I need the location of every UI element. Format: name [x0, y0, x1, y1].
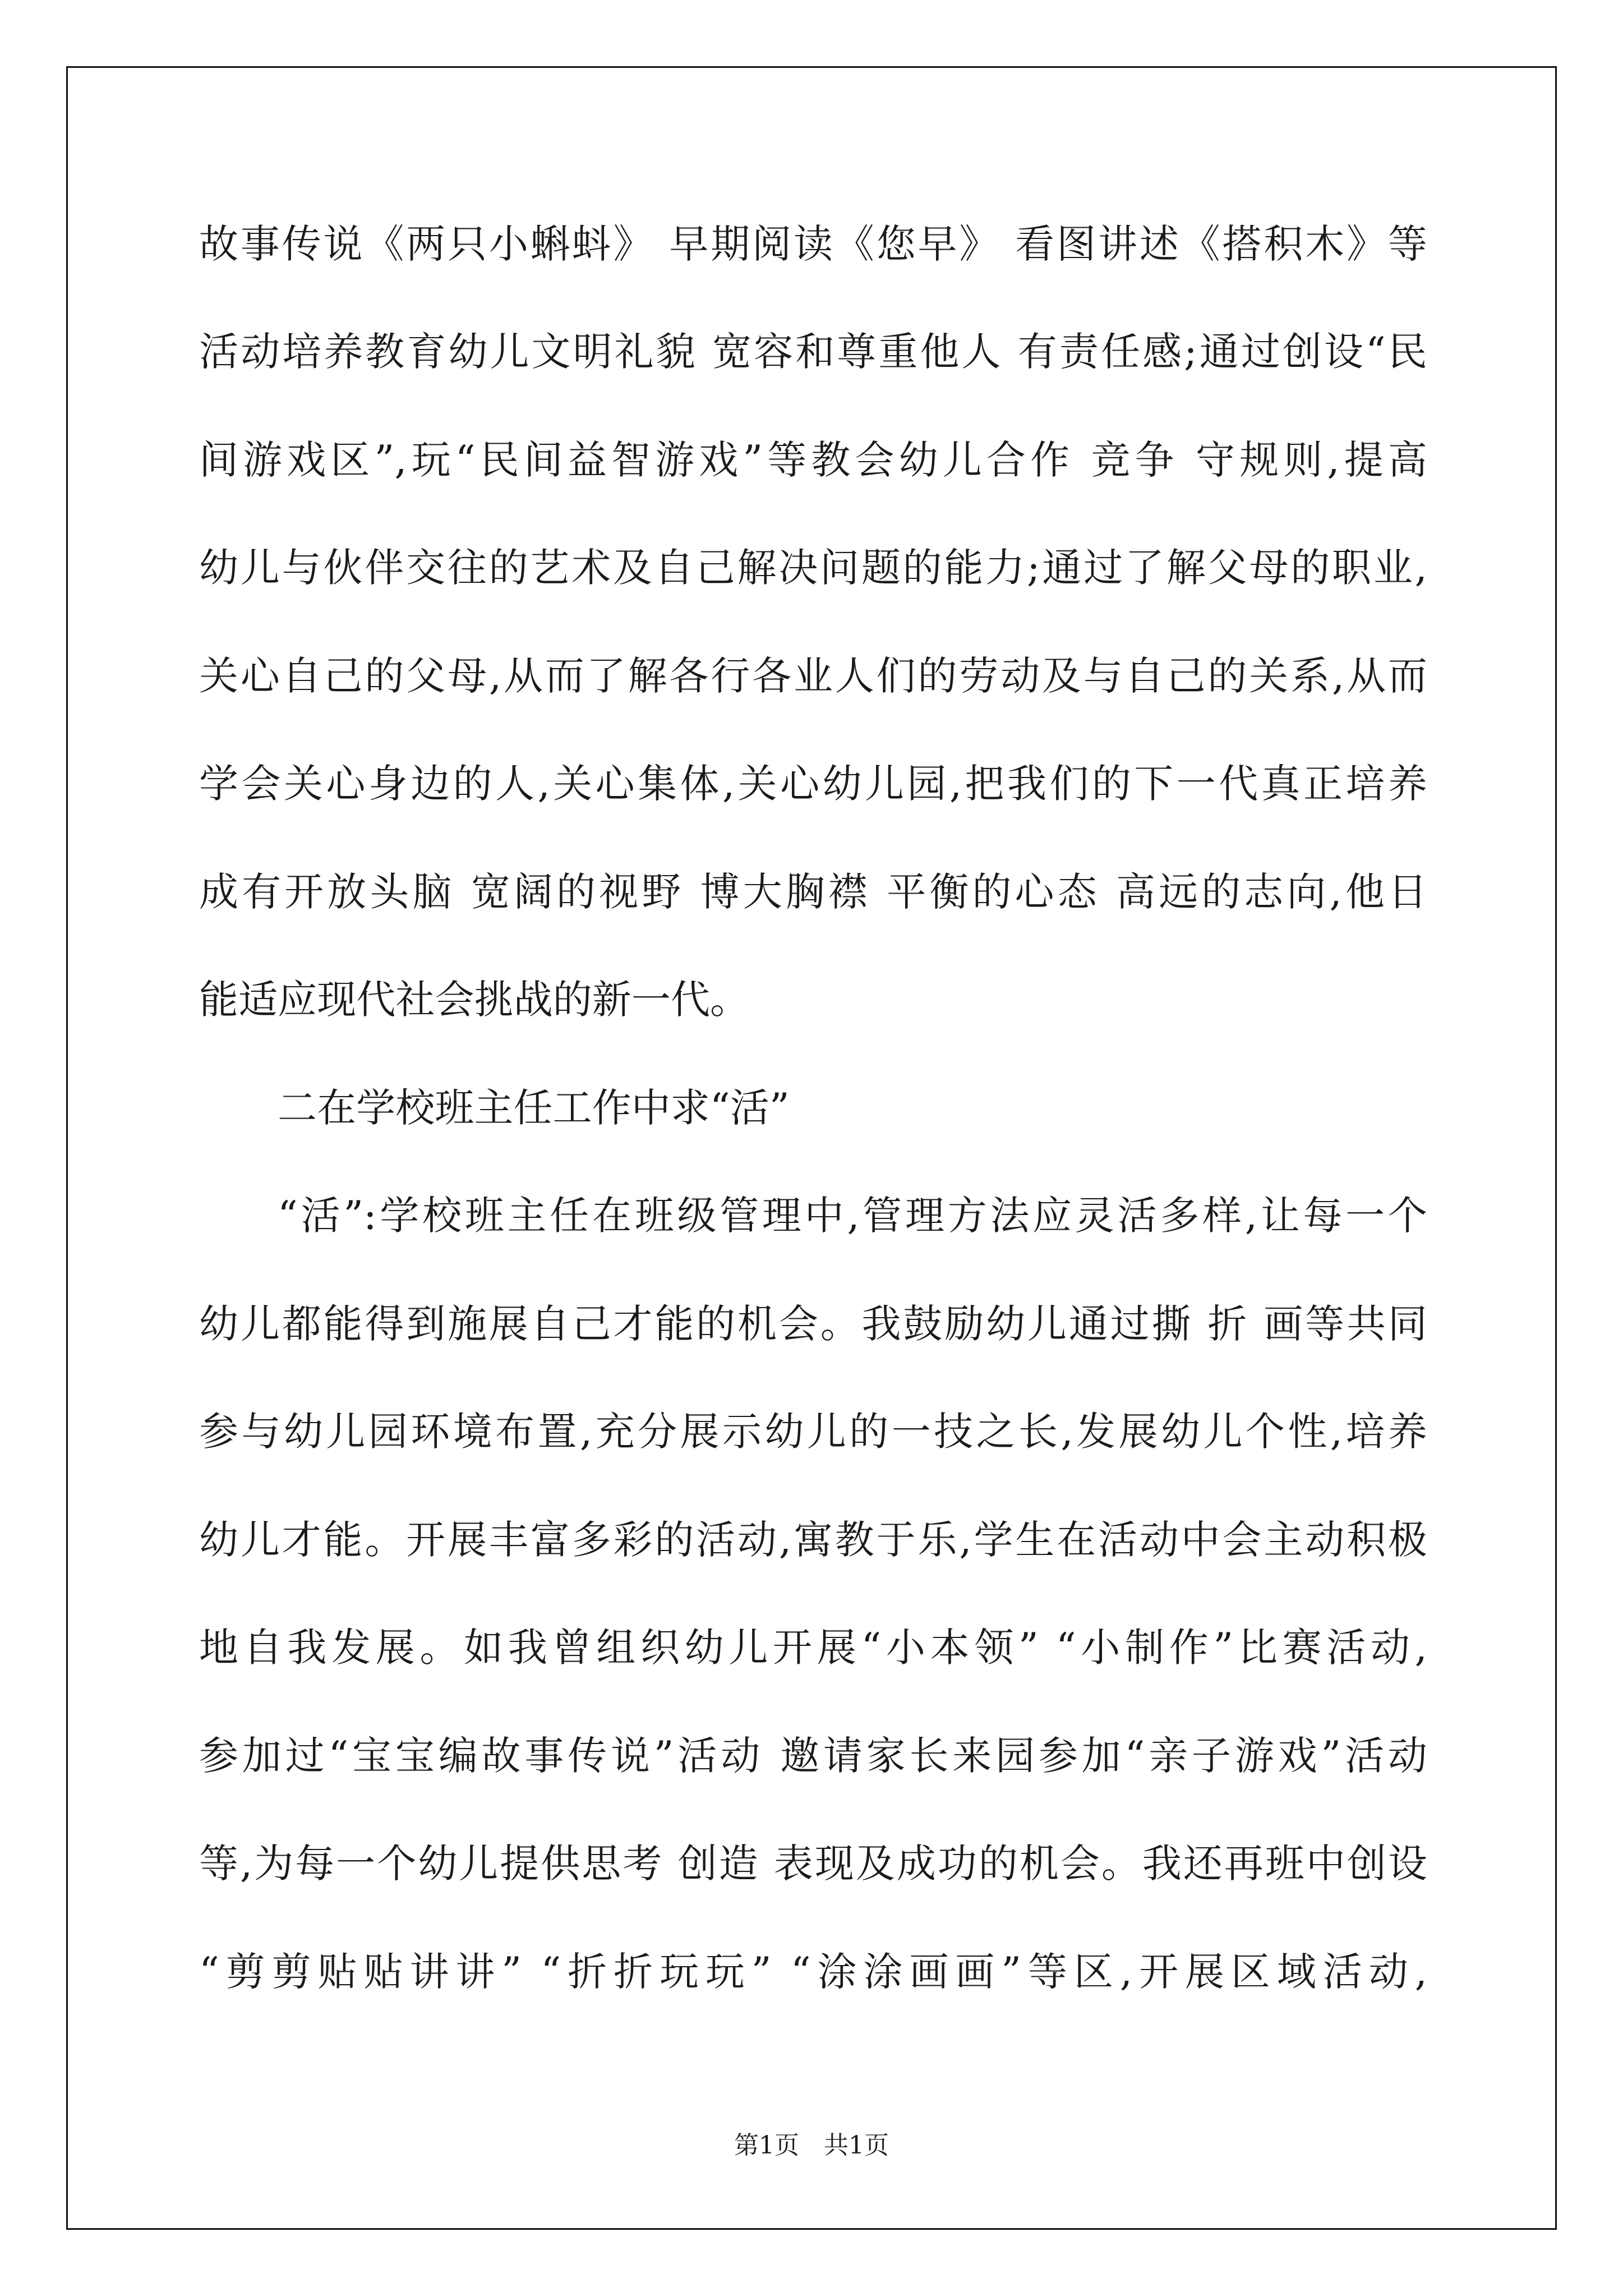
text-line: “剪剪贴贴讲讲” “折折玩玩” “涂涂画画”等区,开展区域活动,	[199, 1949, 1427, 1995]
text-line: 等,为每一个幼儿提供思考 创造 表现及成功的机会。我还再班中创设	[199, 1841, 1427, 1887]
text-line: 参加过“宝宝编故事传说”活动 邀请家长来园参加“亲子游戏”活动	[199, 1733, 1427, 1779]
text-line: 故事传说《两只小蝌蚪》 早期阅读《您早》 看图讲述《搭积木》等	[199, 221, 1427, 267]
section-heading: 二在学校班主任工作中求“活”	[278, 1085, 790, 1131]
text-line: 地自我发展。如我曾组织幼儿开展“小本领” “小制作”比赛活动,	[199, 1625, 1427, 1671]
text-line: 成有开放头脑 宽阔的视野 博大胸襟 平衡的心态 高远的志向,他日	[199, 869, 1427, 915]
text-line: 幼儿才能。开展丰富多彩的活动,寓教于乐,学生在活动中会主动积极	[199, 1517, 1427, 1563]
page-border	[66, 66, 1557, 2230]
text-line: 间游戏区”,玩“民间益智游戏”等教会幼儿合作 竞争 守规则,提高	[199, 437, 1427, 483]
text-line: 关心自己的父母,从而了解各行各业人们的劳动及与自己的关系,从而	[199, 653, 1427, 699]
text-line: “活”:学校班主任在班级管理中,管理方法应灵活多样,让每一个	[278, 1193, 1427, 1239]
text-line: 幼儿与伙伴交往的艺术及自己解决问题的能力;通过了解父母的职业,	[199, 545, 1427, 591]
page-number-footer: 第1页 共1页	[734, 2131, 889, 2160]
text-line: 幼儿都能得到施展自己才能的机会。我鼓励幼儿通过撕 折 画等共同	[199, 1301, 1427, 1347]
text-line: 参与幼儿园环境布置,充分展示幼儿的一技之长,发展幼儿个性,培养	[199, 1409, 1427, 1455]
text-line: 学会关心身边的人,关心集体,关心幼儿园,把我们的下一代真正培养	[199, 761, 1427, 807]
text-line: 能适应现代社会挑战的新一代。	[199, 977, 750, 1023]
text-line: 活动培养教育幼儿文明礼貌 宽容和尊重他人 有责任感;通过创设“民	[199, 329, 1427, 375]
